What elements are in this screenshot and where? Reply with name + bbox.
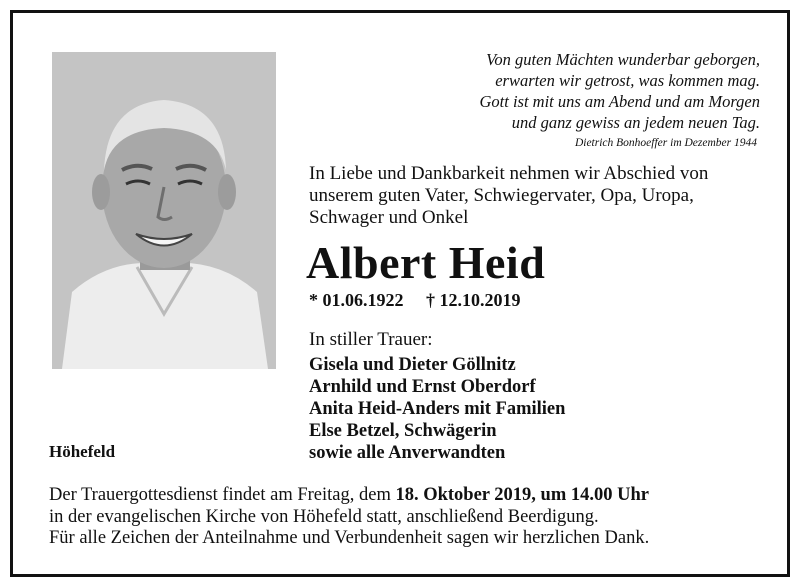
- birth-date: * 01.06.1922: [309, 290, 404, 310]
- service-intro-text: Der Trauergottesdienst findet am Freitag, dem: [49, 485, 396, 505]
- intro-line: unserem guten Vater, Schwiegervater, Opa, Uropa,: [309, 185, 694, 206]
- quote-line: Gott ist mit uns am Abend und am Morgen: [479, 92, 760, 111]
- bonhoeffer-quote: [300, 49, 760, 133]
- farewell-intro: [309, 163, 779, 229]
- quote-line: erwarten wir getrost, was kommen mag.: [495, 71, 760, 90]
- quote-line: und ganz gewiss an jedem neuen Tag.: [511, 113, 760, 132]
- quote-line: Von guten Mächten wunderbar geborgen,: [486, 50, 760, 69]
- mourner-entry: Gisela und Dieter Göllnitz: [309, 355, 516, 375]
- obituary-frame: [10, 10, 790, 577]
- intro-line: Schwager und Onkel: [309, 207, 469, 228]
- mourners-list: [309, 354, 565, 464]
- intro-line: In Liebe und Dankbarkeit nehmen wir Abschied von: [309, 163, 709, 184]
- death-date: † 12.10.2019: [426, 290, 521, 310]
- mourning-heading: In stiller Trauer:: [309, 329, 433, 350]
- service-line-3: Für alle Zeichen der Anteilnahme und Verbundenheit sagen wir herzlichen Dank.: [49, 528, 650, 548]
- funeral-service-notice: [49, 485, 779, 550]
- life-dates: [309, 290, 539, 311]
- service-line-1: [49, 485, 779, 507]
- mourner-entry: Arnhild und Ernst Oberdorf: [309, 377, 536, 397]
- portrait-illustration: [52, 52, 276, 369]
- service-line-2: in der evangelischen Kirche von Höhefeld statt, anschließend Beerdigung.: [49, 506, 599, 527]
- mourner-entry: Else Betzel, Schwägerin: [309, 421, 497, 441]
- service-datetime: 18. Oktober 2019, um 14.00 Uhr: [395, 485, 649, 505]
- quote-author: Dietrich Bonhoeffer im Dezember 1944: [574, 137, 757, 149]
- hometown: Höhefeld: [49, 442, 116, 461]
- mourner-entry: Anita Heid-Anders mit Familien: [309, 399, 566, 419]
- deceased-name: Albert Heid: [306, 237, 546, 288]
- portrait-photo: [52, 52, 276, 369]
- mourner-entry: sowie alle Anverwandten: [309, 443, 506, 463]
